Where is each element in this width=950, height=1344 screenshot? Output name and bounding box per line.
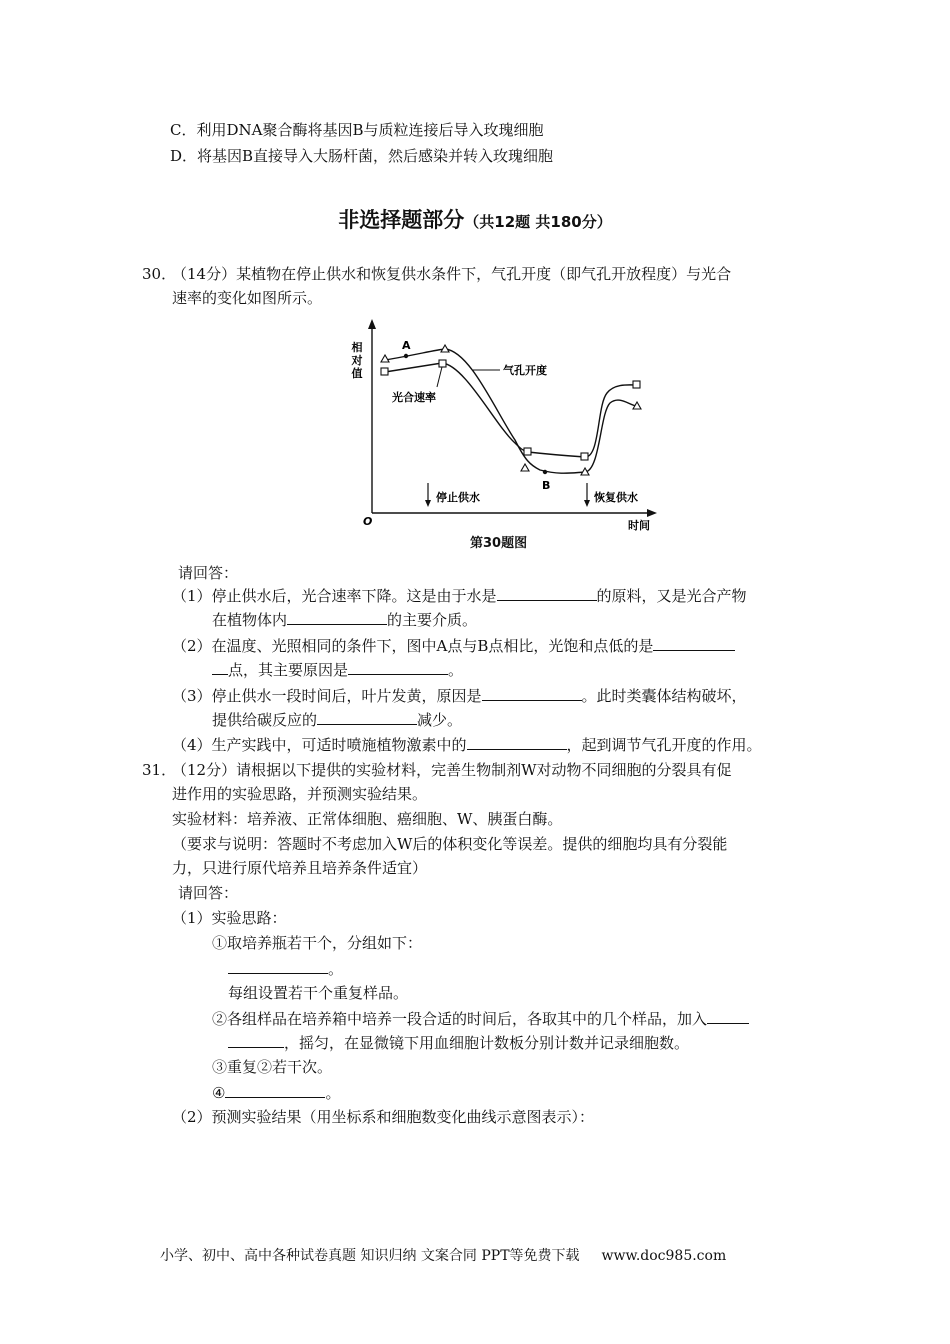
q31-s1a-end: 。 — [328, 960, 344, 978]
stomata-label: 气孔开度 — [503, 364, 547, 377]
q31-req-line1: （要求与说明：答题时不考虑加入W后的体积变化等误差。提供的细胞均具有分裂能 — [172, 835, 728, 853]
answer-blank[interactable] — [225, 1082, 325, 1098]
answer-blank[interactable] — [467, 734, 567, 750]
q30-part4 — [172, 734, 762, 755]
ylabel-char-1: 相 — [351, 341, 363, 354]
stop-arrow-icon — [425, 500, 431, 507]
q30-p3a: （3）停止供水一段时间后，叶片发黄，原因是 — [172, 687, 482, 705]
photosynthesis-marker — [633, 381, 640, 388]
q31-stem-line1: （12分）请根据以下提供的实验材料，完善生物制剂W对动物不同细胞的分裂具有促 — [172, 761, 732, 779]
q30-p4b: ，起到调节气孔开度的作用。 — [566, 736, 762, 754]
answer-blank[interactable] — [497, 585, 597, 601]
point-a-dot — [404, 354, 408, 358]
option-d: D．将基因B直接导入大肠杆菌，然后感染并转入玫瑰细胞 — [170, 147, 554, 165]
q31-s2b: ，摇匀，在显微镜下用血细胞计数板分别计数并记录细胞数。 — [284, 1034, 690, 1052]
q30-part1-line2 — [212, 609, 477, 630]
q30-part1-line1 — [172, 585, 747, 606]
q31-s4b: 。 — [325, 1084, 341, 1102]
stomata-marker — [521, 464, 529, 471]
photosynthesis-marker — [581, 453, 588, 460]
answer-blank[interactable] — [228, 1032, 284, 1048]
q31-s2-line1 — [212, 1008, 749, 1029]
photosynthesis-marker — [439, 360, 446, 367]
q30-part3-line2 — [212, 709, 462, 730]
ylabel-char-3: 值 — [351, 367, 363, 380]
option-c: C．利用DNA聚合酶将基因B与质粒连接后导入玫瑰细胞 — [170, 121, 544, 139]
q30-p1d: 的主要介质。 — [387, 611, 478, 629]
q30-part2-line2 — [212, 659, 463, 680]
stomata-marker — [441, 345, 449, 352]
q30-prompt: 请回答： — [178, 564, 239, 582]
resume-arrow-icon — [584, 500, 590, 507]
q30-stem-line2: 速率的变化如图所示。 — [172, 289, 323, 307]
q30-p2b: 点，其主要原因是 — [228, 661, 349, 679]
answer-blank[interactable] — [653, 635, 735, 651]
photo-leader-line — [437, 367, 442, 387]
q31-s4 — [212, 1082, 340, 1103]
x-axis-arrow-icon — [647, 509, 657, 517]
q31-s1: （1）实验思路： — [172, 909, 287, 927]
q30-p1a: （1）停止供水后，光合速率下降。这是由于水是 — [172, 587, 497, 605]
page-footer — [160, 1247, 726, 1265]
answer-blank[interactable] — [287, 609, 387, 625]
point-a-label: A — [402, 339, 411, 352]
point-b-dot — [543, 470, 547, 474]
q31-materials: 实验材料：培养液、正常体细胞、癌细胞、W、胰蛋白酶。 — [172, 810, 563, 828]
q30-p1b: 的原料，又是光合产物 — [596, 587, 747, 605]
photosynthesis-marker — [381, 368, 388, 375]
q31-stem-line2: 进作用的实验思路，并预测实验结果。 — [172, 785, 428, 803]
answer-blank[interactable] — [317, 709, 417, 725]
q30-number: 30． — [142, 265, 177, 283]
q31-s1a-answer — [228, 958, 343, 979]
q31-s4a: ④ — [212, 1084, 226, 1102]
q31-s3: ③重复②若干次。 — [212, 1058, 333, 1076]
q30-p1c: 在植物体内 — [212, 611, 288, 629]
q30-p3c: 提供给碳反应的 — [212, 711, 318, 729]
stomata-marker — [381, 355, 389, 362]
y-axis-arrow-icon — [368, 319, 376, 329]
section-title-sub: （共12题 共180分） — [464, 213, 612, 231]
answer-blank[interactable] — [228, 958, 328, 974]
answer-blank[interactable] — [348, 659, 448, 675]
q31-prompt: 请回答： — [178, 884, 239, 902]
q31-s1a: ①取培养瓶若干个，分组如下： — [212, 934, 423, 952]
q31-req-line2: 力，只进行原代培养且培养条件适宜） — [172, 859, 428, 877]
answer-blank[interactable] — [212, 659, 228, 675]
photosynthesis-marker — [524, 448, 531, 455]
q31-s2a: ②各组样品在培养箱中培养一段合适的时间后，各取其中的几个样品，加入 — [212, 1010, 708, 1028]
stop-label: 停止供水 — [436, 491, 480, 504]
section-title — [0, 206, 950, 236]
q30-p2a: （2）在温度、光照相同的条件下，图中A点与B点相比，光饱和点低的是 — [172, 637, 654, 655]
q31-number: 31． — [142, 761, 177, 779]
ylabel-char-2: 对 — [351, 354, 363, 367]
q30-figure — [345, 315, 675, 550]
q31-s1b: 每组设置若干个重复样品。 — [228, 984, 409, 1002]
footer-url[interactable]: www.doc985.com — [601, 1248, 727, 1264]
q30-p3b: 。此时类囊体结构破坏， — [581, 687, 747, 705]
resume-label: 恢复供水 — [594, 491, 638, 504]
q30-p4a: （4）生产实践中，可适时喷施植物激素中的 — [172, 736, 467, 754]
origin-label: O — [363, 515, 373, 528]
answer-blank[interactable] — [482, 685, 582, 701]
q31-s5: （2）预测实验结果（用坐标系和细胞数变化曲线示意图表示）： — [172, 1108, 595, 1126]
q30-p2c: 。 — [448, 661, 464, 679]
answer-blank[interactable] — [707, 1008, 749, 1024]
point-b-label: B — [542, 479, 551, 492]
q30-part3-line1 — [172, 685, 747, 706]
q30-part2-line1 — [172, 635, 735, 656]
q31-s2-line2 — [228, 1032, 689, 1053]
q30-stem-line1: （14分）某植物在停止供水和恢复供水条件下，气孔开度（即气孔开放程度）与光合 — [172, 265, 732, 283]
footer-text: 小学、初中、高中各种试卷真题 知识归纳 文案合同 PPT等免费下载 — [160, 1248, 580, 1264]
photo-label: 光合速率 — [392, 391, 436, 404]
section-title-main: 非选择题部分 — [338, 208, 465, 232]
q30-p3d: 减少。 — [417, 711, 463, 729]
figure-caption: 第30题图 — [470, 536, 528, 551]
xlabel: 时间 — [628, 519, 650, 532]
